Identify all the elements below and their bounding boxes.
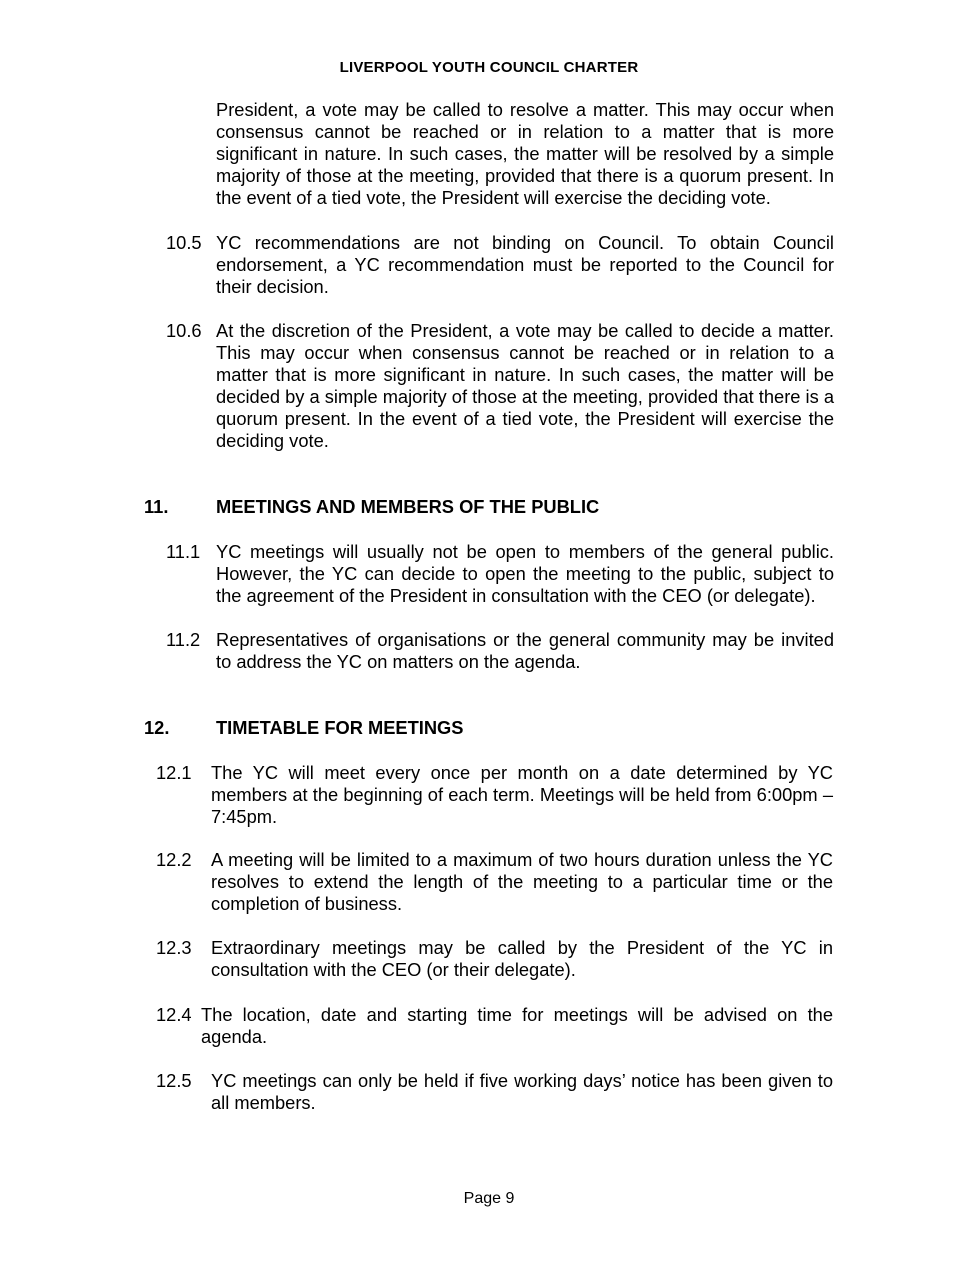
section-number-11: 11. bbox=[144, 496, 169, 517]
clause-text-12-2: A meeting will be limited to a maximum of two hours duration unless the YC resolves to extend the length of the meeting to a particular time or the completion of business. bbox=[211, 849, 833, 914]
clause-text-10-5: YC recommendations are not binding on Council. To obtain Council endorsement, a YC recommendation must be reported to the Council for their decision. bbox=[216, 232, 834, 297]
clause-number-10-6: 10.6 bbox=[166, 320, 202, 341]
section-number-12: 12. bbox=[144, 717, 170, 738]
clause-text-12-5: YC meetings can only be held if five working days’ notice has been given to all members. bbox=[211, 1070, 833, 1113]
clause-number-10-5: 10.5 bbox=[166, 232, 202, 253]
section-heading-11: MEETINGS AND MEMBERS OF THE PUBLIC bbox=[216, 496, 600, 517]
page-number: Page 9 bbox=[463, 1190, 515, 1207]
clause-text-12-1: The YC will meet every once per month on a date determined by YC members at the beginning of each term. Meetings will be held from 6:00pm – 7:45pm. bbox=[211, 762, 833, 827]
clause-number-11-2: 11.2 bbox=[166, 629, 201, 650]
clause-text-10-6: At the discretion of the President, a vote may be called to decide a matter. This may occur when consensus cannot be reached or in relation to a matter that is more significant in nature. In such cases, the matter will be decided by a simple majority of those at the meeting, provided that there is a quorum present. In the event of a tied vote, the President will exercise the deciding vote. bbox=[216, 320, 834, 451]
clause-number-12-3: 12.3 bbox=[156, 937, 192, 958]
clause-text-11-1: YC meetings will usually not be open to members of the general public. However, the YC can decide to open the meeting to the public, subject to the agreement of the President in consultation with the CEO (or delegate). bbox=[216, 541, 834, 606]
clause-continuation-text: President, a vote may be called to resolve a matter. This may occur when consensus cannot be reached or in relation to a matter that is more significant in nature. In such cases, the matter will be resolved by a simple majority of those at the meeting, provided that there is a quorum present. In the event of a tied vote, the President will exercise the deciding vote. bbox=[216, 99, 834, 208]
clause-number-12-1: 12.1 bbox=[156, 762, 192, 783]
clause-text-11-2: Representatives of organisations or the general community may be invited to address the YC on matters on the agenda. bbox=[216, 629, 834, 672]
clause-text-12-4: The location, date and starting time for meetings will be advised on the agenda. bbox=[201, 1004, 833, 1047]
section-heading-12: TIMETABLE FOR MEETINGS bbox=[216, 717, 464, 738]
clause-number-11-1: 11.1 bbox=[166, 541, 201, 562]
clause-number-12-4: 12.4 bbox=[156, 1004, 192, 1025]
clause-number-12-5: 12.5 bbox=[156, 1070, 192, 1091]
clause-number-12-2: 12.2 bbox=[156, 849, 192, 870]
page-header-title: LIVERPOOL YOUTH COUNCIL CHARTER bbox=[339, 59, 639, 76]
clause-text-12-3: Extraordinary meetings may be called by the President of the YC in consultation with the CEO (or their delegate). bbox=[211, 937, 833, 980]
